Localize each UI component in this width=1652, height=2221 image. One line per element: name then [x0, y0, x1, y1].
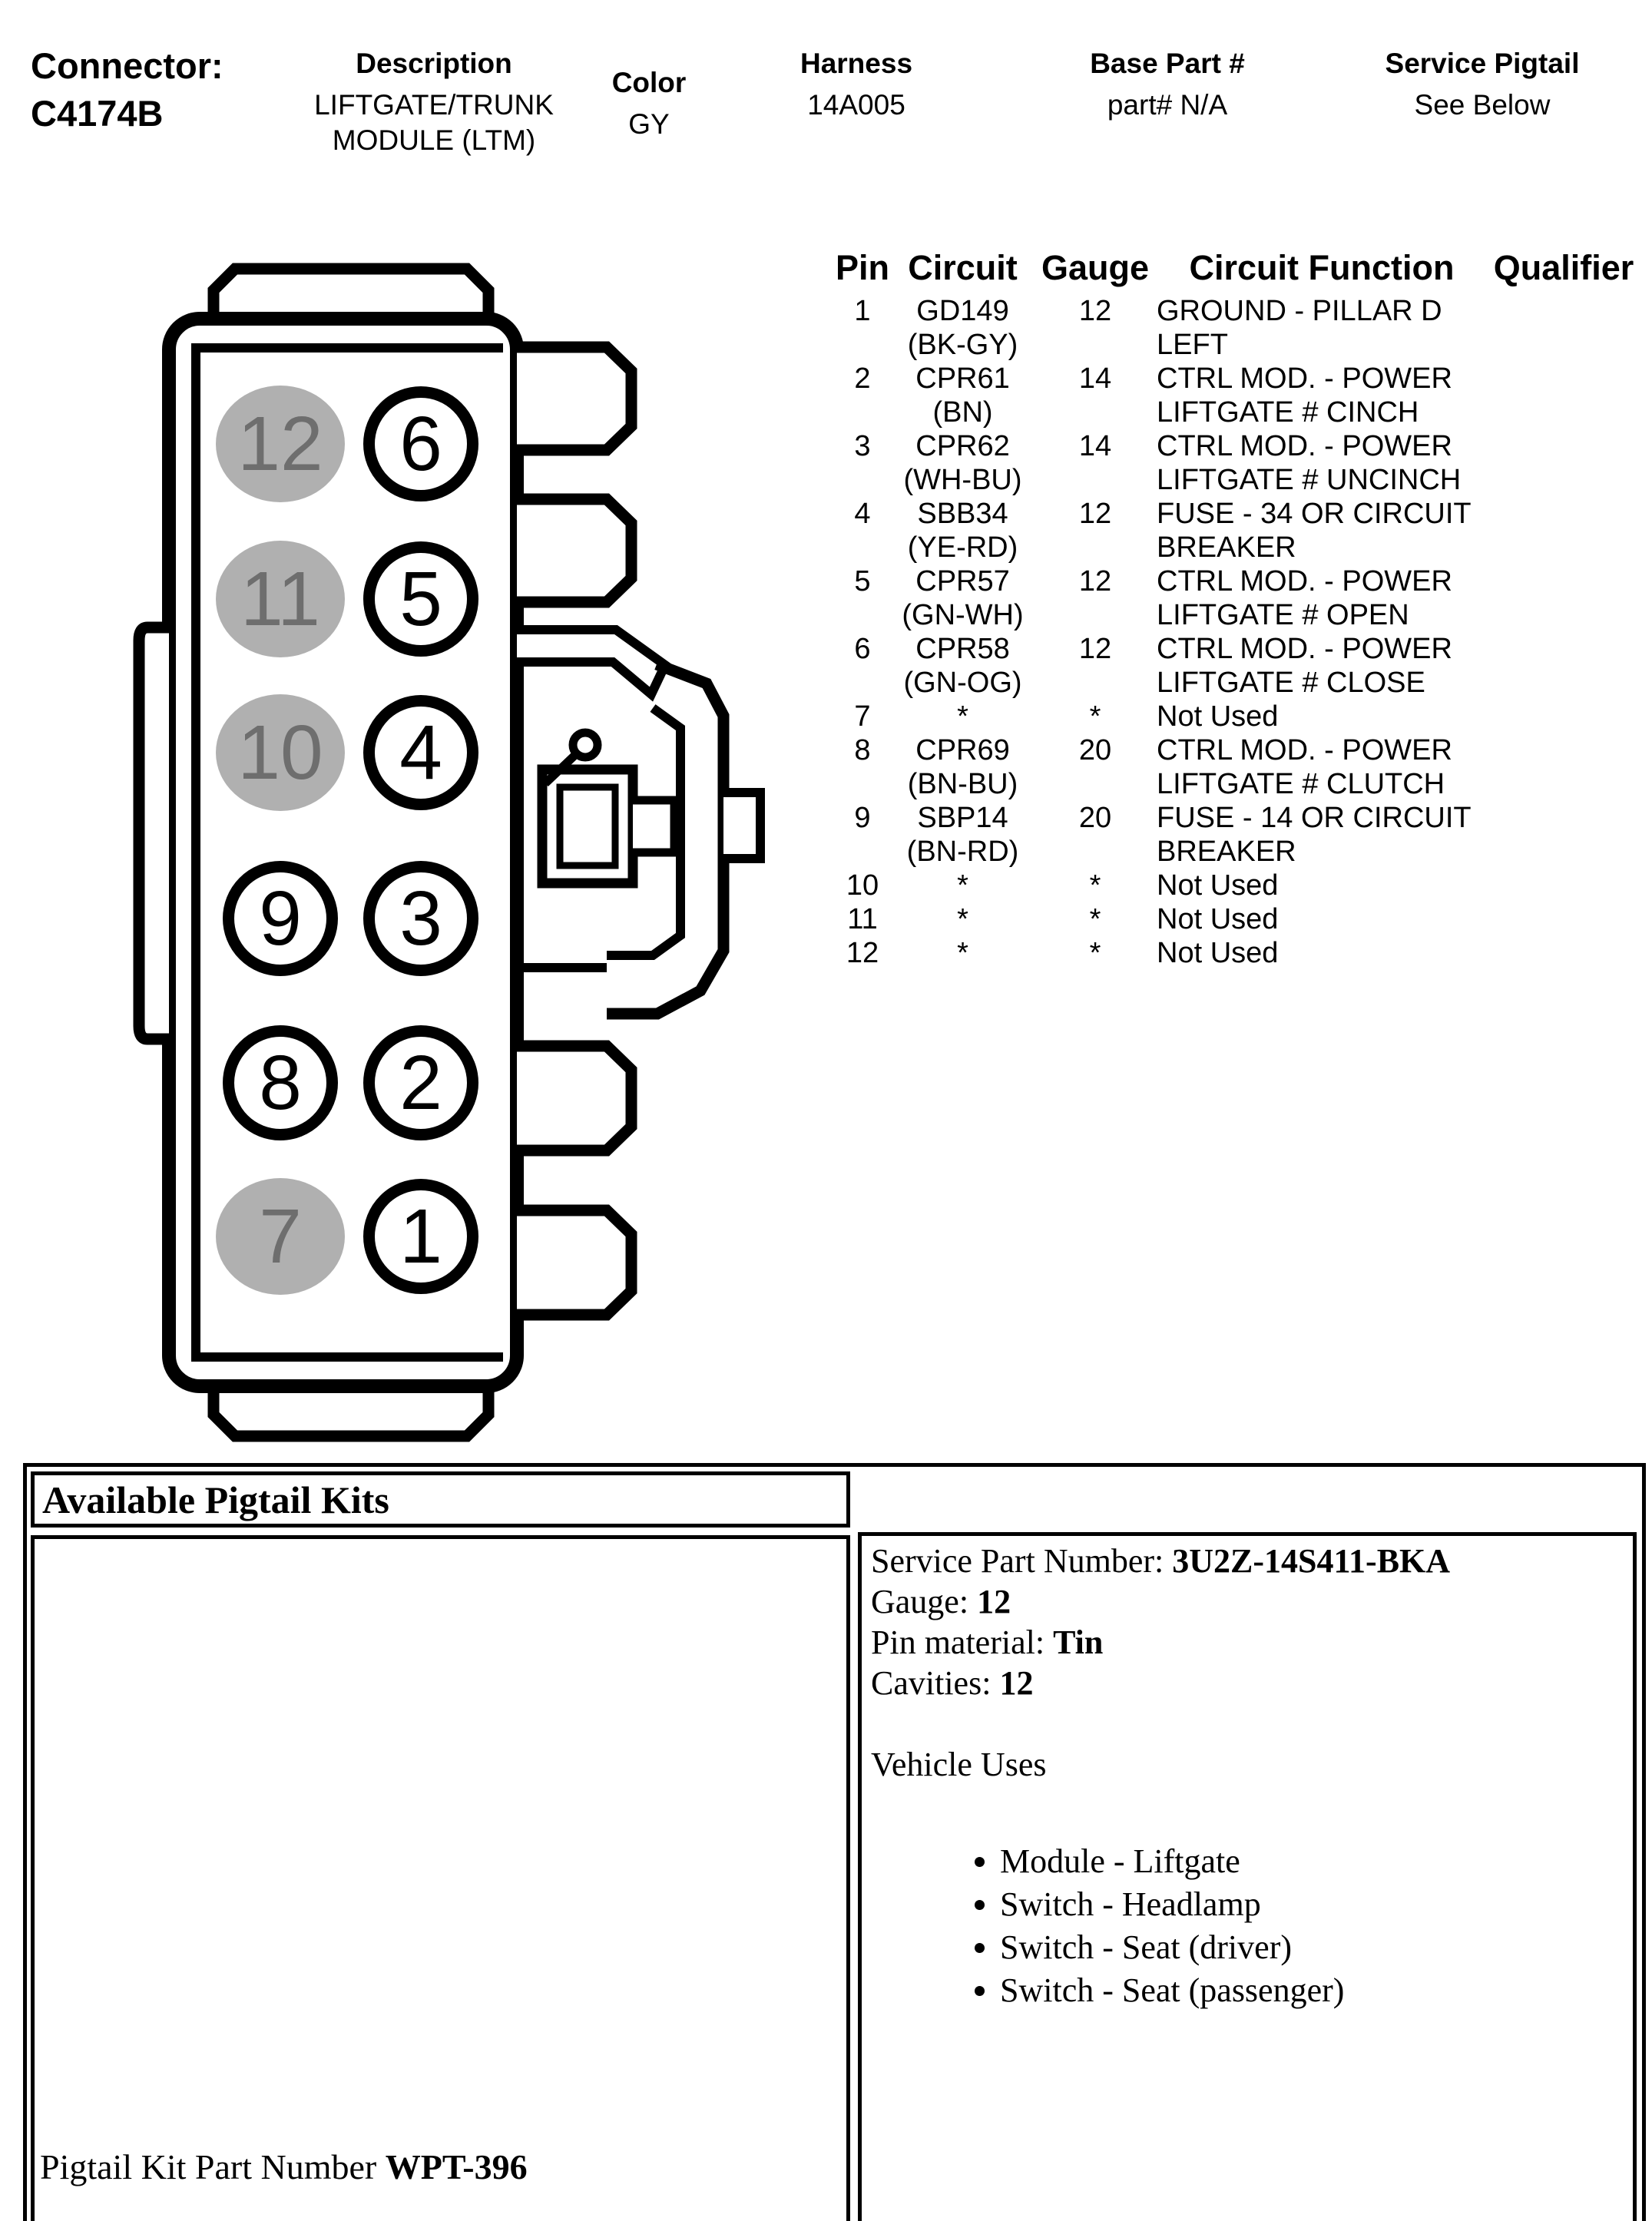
- service-part-number-label: Service Part Number:: [871, 1542, 1164, 1580]
- vehicle-use-item: • Module - Liftgate: [1000, 1840, 1624, 1883]
- vehicle-use-item: • Switch - Seat (driver): [1000, 1926, 1624, 1969]
- pin-row-7: 7 * * Not Used: [854, 700, 1279, 733]
- service-part-number-line: [871, 1541, 1624, 1581]
- pin-10-marker: 10: [216, 694, 345, 811]
- connector-id: C4174B: [31, 93, 164, 134]
- pin-7-marker: 7: [216, 1178, 345, 1295]
- pin-2-marker: 2: [363, 1025, 478, 1140]
- header-col-service-pigtail: [1367, 46, 1597, 123]
- pin-12-marker: 12: [216, 386, 345, 502]
- pin-row-2: 2 CPR61 (BN) 14 CTRL MOD. - POWER LIFTGATE # CINCH: [854, 362, 1452, 429]
- description-label: Description: [356, 48, 512, 79]
- vehicle-use-item: • Switch - Headlamp: [1000, 1883, 1624, 1926]
- pigtail-kit-part-number-value: WPT-396: [385, 2147, 528, 2186]
- pin-row-4: 4 SBB34 (YE-RD) 12 FUSE - 34 OR CIRCUIT BREAKER: [854, 498, 1471, 564]
- cavities-label: Cavities:: [871, 1664, 992, 1702]
- available-pigtail-kits-title: Available Pigtail Kits: [42, 1478, 389, 1521]
- pin-material-value: Tin: [1053, 1624, 1104, 1661]
- col-header-gauge: Gauge: [1041, 248, 1150, 287]
- pin-9-marker: 9: [223, 861, 338, 976]
- header-col-color: [591, 65, 707, 142]
- pin-row-5: 5 CPR57 (GN-WH) 12 CTRL MOD. - POWER LIFTGATE # OPEN: [854, 565, 1452, 631]
- connector-bolt-pivot: [573, 733, 598, 757]
- header-col-harness: [780, 46, 933, 123]
- vehicle-uses-title: Vehicle Uses: [871, 1746, 1047, 1783]
- color-value: GY: [628, 108, 670, 140]
- pin-1-marker: 1: [363, 1179, 478, 1294]
- vehicle-use-item: • Switch - Seat (passenger): [1000, 1969, 1624, 2012]
- pigtail-kit-cell: [31, 1535, 850, 2221]
- service-pigtail-cell: [858, 1532, 1637, 2221]
- pin-11-marker: 11: [216, 541, 345, 657]
- col-header-qualifier: Qualifier: [1493, 248, 1634, 287]
- pin-row-3: 3 CPR62 (WH-BU) 14 CTRL MOD. - POWER LIFTGATE # UNCINCH: [854, 430, 1462, 496]
- connector-bolt-stem: [633, 800, 674, 852]
- pin-row-1: 1 GD149 (BK-GY) 12 GROUND - PILLAR D LEFT: [854, 295, 1442, 361]
- pin-row-12: 12 * * Not Used: [846, 937, 1279, 969]
- gauge-line: [871, 1581, 1624, 1622]
- pin-row-6: 6 CPR58 (GN-OG) 12 CTRL MOD. - POWER LIFTGATE # CLOSE: [854, 633, 1452, 699]
- pin-4-marker: 4: [363, 695, 478, 810]
- connector-arm-4: [517, 1210, 631, 1315]
- base-part-value: part# N/A: [1107, 89, 1228, 121]
- service-pigtail-label: Service Pigtail: [1385, 48, 1580, 79]
- connector-arm-3: [517, 1046, 631, 1150]
- connector-arm-1: [517, 347, 631, 450]
- connector-left-tab: [139, 627, 169, 1039]
- pin-table-body: [833, 294, 1640, 970]
- pin-material-line: [871, 1622, 1624, 1663]
- header-col-description: [303, 46, 564, 158]
- pin-table-header: [833, 248, 1640, 288]
- gauge-label: Gauge:: [871, 1583, 969, 1620]
- col-header-pin: Pin: [835, 248, 889, 287]
- pin-row-8: 8 CPR69 (BN-BU) 20 CTRL MOD. - POWER LIFTGATE # CLUTCH: [854, 734, 1452, 800]
- color-label: Color: [611, 67, 687, 98]
- vehicle-uses-list: [871, 1840, 1624, 2012]
- service-pigtail-value: See Below: [1414, 89, 1551, 121]
- connector-id-block: [31, 42, 223, 137]
- cavities-value: 12: [999, 1664, 1034, 1702]
- service-part-number-value: 3U2Z-14S411-BKA: [1172, 1542, 1451, 1580]
- harness-label: Harness: [800, 48, 913, 79]
- base-part-label: Base Part #: [1090, 48, 1245, 79]
- pin-row-9: 9 SBP14 (BN-RD) 20 FUSE - 14 OR CIRCUIT BREAKER: [854, 802, 1471, 868]
- pigtail-kit-part-number-line: [40, 2147, 528, 2187]
- pin-6-marker: 6: [363, 386, 478, 501]
- pin-8-marker: 8: [223, 1025, 338, 1140]
- pin-row-10: 10 * * Not Used: [846, 869, 1279, 902]
- pin-3-marker: 3: [363, 861, 478, 976]
- spacer: [871, 1703, 1624, 1744]
- pin-5-marker: 5: [363, 541, 478, 657]
- cavities-line: [871, 1663, 1624, 1703]
- pin-material-label: Pin material:: [871, 1624, 1045, 1661]
- harness-value: 14A005: [807, 89, 905, 121]
- connector-bracket-bar: [517, 630, 665, 694]
- connector-label: Connector:: [31, 45, 223, 86]
- description-value: LIFTGATE/TRUNK MODULE (LTM): [314, 89, 554, 156]
- header-col-base-part: [1060, 46, 1275, 123]
- col-header-circuit: Circuit: [908, 248, 1018, 287]
- connector-arm-2: [517, 499, 631, 602]
- pin-row-11: 11 * * Not Used: [847, 903, 1279, 935]
- pigtail-kit-part-number-label: Pigtail Kit Part Number: [40, 2147, 377, 2186]
- col-header-function: Circuit Function: [1189, 248, 1455, 287]
- connector-bracket-tab: [723, 793, 760, 859]
- gauge-value: 12: [977, 1583, 1011, 1620]
- available-pigtail-kits-box: [31, 1471, 850, 1528]
